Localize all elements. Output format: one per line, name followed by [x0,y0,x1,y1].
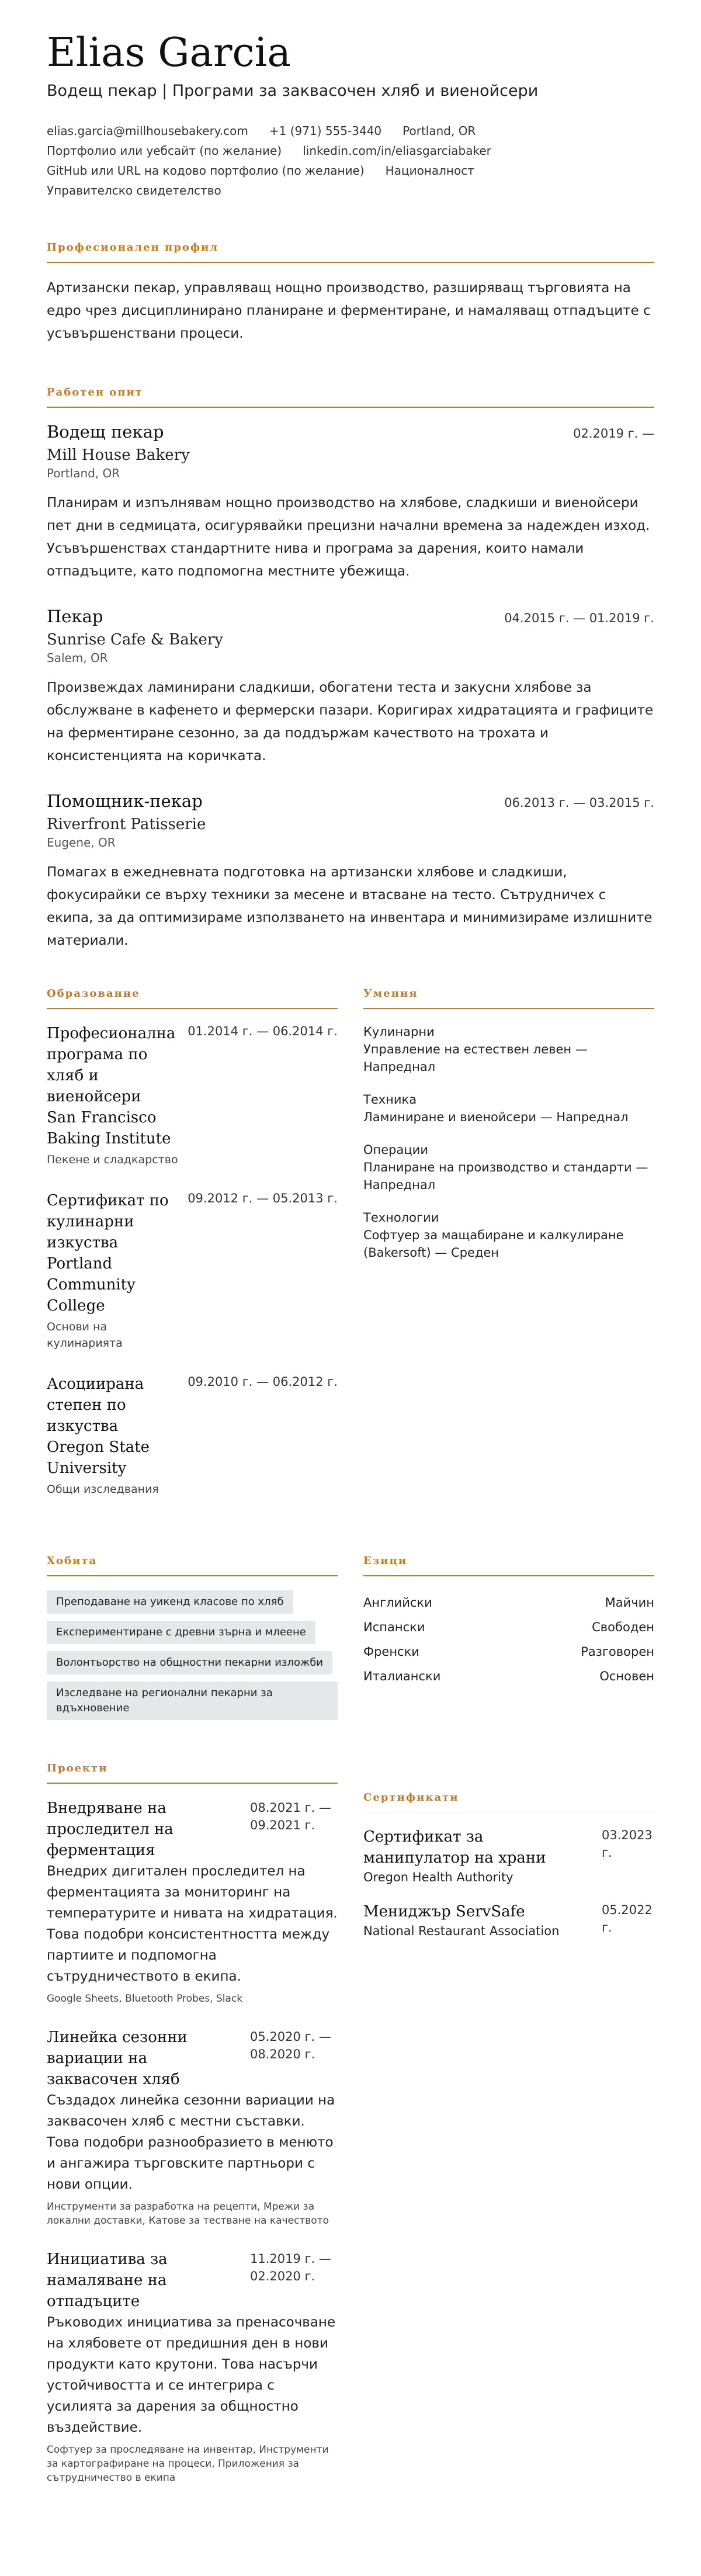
projects-section [47,1762,338,2506]
education-details [47,1190,181,1351]
project-title: Инициатива за намаляване на отпадъците [47,2251,168,2311]
hobby-tag: Преподаване на уикенд класове по хляб [47,1590,293,1614]
skill-category: Кулинарни [363,1025,435,1039]
project-tools: Софтуер за проследяване на инвентар, Инструменти за картографиране на процеси, Приложения за сътрудничество в екипа [47,2444,329,2484]
contact-nationality: Националност [385,164,474,178]
certificate-name: Сертификат за манипулатор на храни [363,1828,546,1867]
section-title-experience: Работен опит [47,386,654,408]
candidate-headline: Водещ пекар | Програми за заквасочен хляб и виенойсери [47,82,539,100]
skill-group [363,1023,654,1076]
project-description: Внедрих дигитален проследител на ферментацията за мониторинг на температурите и нивата на хидратация. Това подобри консистентността между партиите и подпомогна сътрудничеството в екипа. [47,1864,338,1985]
project-dates: 08.2021 г. — 09.2021 г. [250,1801,331,1833]
skill-group [363,1091,654,1126]
job-dates: 04.2015 г. — 01.2019 г. [504,611,654,626]
hobby-list [47,1590,338,1727]
skill-items: Управление на естествен левен — Напреднал [363,1042,588,1074]
job-entry [47,791,654,952]
language-name: Френски [363,1645,419,1659]
hobbies-languages-row [47,1555,654,1727]
project-entry [47,2249,338,2485]
section-title-skills: Умения [363,987,654,1009]
contact-linkedin[interactable]: linkedin.com/in/eliasgarciabaker [303,144,491,158]
language-level: Майчин [605,1596,654,1610]
project-title: Линейка сезонни вариации на заквасочен хляб [47,2029,188,2089]
education-institution: San Francisco Baking Institute [47,1109,171,1148]
education-entry [47,1374,338,1497]
project-entry [47,2027,338,2228]
skill-group [363,1209,654,1261]
job-title: Пекар [47,606,103,627]
education-skills-row [47,987,654,1520]
education-entry [47,1023,338,1168]
project-title: Внедряване на проследител на ферментация [47,1800,173,1860]
contact-row [47,161,654,181]
education-dates: 09.2010 г. — 06.2012 г. [188,1375,338,1389]
job-header [47,791,654,811]
certificate-date: 03.2023 г. [602,1828,653,1860]
job-header [47,422,654,442]
job-title: Помощник-пекар [47,791,203,812]
profile-text: Артизански пекар, управляващ нощно производство, разширяващ търговията на едро чрез дисциплинирано планиране и ферментиране, и намаляващ отпадъците с усъвършенствани процеси. [47,280,651,342]
education-institution: Oregon State University [47,1438,150,1478]
contact-license: Управителско свидетелство [47,183,221,198]
profile-section [47,241,654,345]
hobby-tag: Изследване на регионални пекарни за вдъхновение [47,1681,338,1720]
certificate-entry [363,1826,654,1886]
language-row [363,1639,654,1664]
education-details [47,1374,181,1497]
certificate-date: 05.2022 г. [602,1903,653,1935]
contact-location: Portland, OR [402,124,476,138]
language-name: Испански [363,1620,425,1635]
experience-section [47,386,654,952]
job-description: Планирам и изпълнявам нощно производство на хлябове, сладкиши и виенойсери пет дни в седмицата, осигурявайки прецизни начални времена за надежден изход. Усъвършенствах стандартните нива и програма за дарения, които намали отпадъците, като подпомогна местните убежища. [47,495,650,580]
education-title: Професионална програма по хляб и виенойсери [47,1025,176,1106]
hobby-tag: Експериментиране с древни зърна и млеене [47,1621,315,1644]
education-title: Асоциирана степен по изкуства [47,1375,144,1436]
education-field: Основи на кулинарията [47,1320,123,1350]
job-dates: 02.2019 г. — [573,427,654,441]
project-header [47,2249,338,2312]
language-level: Свободен [592,1620,654,1635]
contact-row [47,181,654,200]
language-name: Английски [363,1596,432,1610]
skill-category: Техника [363,1093,417,1107]
job-location: Eugene, OR [47,835,116,850]
project-tools: Инструменти за разработка на рецепти, Мрежи за локални доставки, Катове за тестване на качеството [47,2201,329,2227]
hobbies-section [47,1555,338,1727]
contact-phone[interactable]: +1 (971) 555-3440 [269,124,382,138]
education-section [47,987,338,1520]
section-title-languages: Езици [363,1555,654,1576]
skill-items: Планиране на производство и стандарти — Напреднал [363,1160,648,1192]
candidate-name: Elias Garcia [47,30,291,76]
certificates-section [363,1762,654,2506]
project-description: Създадох линейка сезонни вариации на заквасочен хляб с местни съставки. Това подобри разнообразието в менюто и ангажира търговските партньори с нови опции. [47,2093,335,2193]
project-entry [47,1798,338,2006]
certificate-entry [363,1901,654,1940]
contact-row [47,121,654,141]
job-header [47,606,654,626]
project-tools: Google Sheets, Bluetooth Probes, Slack [47,1993,243,2005]
certificate-issuer: National Restaurant Association [363,1924,560,1939]
job-company: Mill House Bakery [47,446,190,464]
project-dates: 11.2019 г. — 02.2020 г. [250,2252,331,2284]
education-details [47,1023,181,1168]
language-level: Основен [599,1669,654,1684]
job-description: Помагах в ежедневната подготовка на артизански хлябове и сладкиши, фокусирайки се върху техники за месене и втасване на тесто. Сътрудничех с екипа, за да оптимизираме използването на инвентара и минимизираме излишните материали. [47,865,653,949]
education-title: Сертификат по кулинарни изкуства [47,1192,169,1252]
section-title-education: Образование [47,987,338,1009]
job-company: Riverfront Patisserie [47,816,206,834]
section-title-certificates: Сертификати [363,1791,654,1812]
education-field: Общи изследвания [47,1483,159,1496]
languages-section [363,1555,654,1727]
education-entry [47,1190,338,1351]
language-row [363,1664,654,1689]
section-title-projects: Проекти [47,1762,338,1784]
contact-block [47,121,654,200]
contact-portfolio[interactable]: Портфолио или уебсайт (по желание) [47,144,282,158]
hobby-tag: Волонтьорство на общностни пекарни изложби [47,1651,332,1674]
resume-header [47,30,654,200]
contact-row [47,141,654,161]
language-row [363,1615,654,1639]
skill-category: Операции [363,1143,428,1157]
skills-section [363,987,654,1520]
contact-github[interactable]: GitHub или URL на кодово портфолио (по желание) [47,164,365,178]
job-entry [47,606,654,768]
certificate-details [363,1901,591,1940]
certificate-name: Мениджър ServSafe [363,1903,525,1921]
section-title-profile: Професионален профил [47,241,654,263]
skill-category: Технологии [363,1211,439,1225]
certificate-details [363,1826,591,1886]
education-field: Пекене и сладкарство [47,1153,178,1167]
job-entry [47,422,654,583]
project-header [47,2027,338,2090]
job-dates: 06.2013 г. — 03.2015 г. [504,796,654,810]
certificate-issuer: Oregon Health Authority [363,1870,513,1885]
skill-items: Ламиниране и виенойсери — Напреднал [363,1110,629,1125]
job-title: Водещ пекар [47,422,164,442]
project-header [47,1798,338,1861]
contact-email[interactable]: elias.garcia@millhousebakery.com [47,124,248,138]
job-company: Sunrise Cafe & Bakery [47,631,223,649]
skill-group [363,1141,654,1194]
education-dates: 01.2014 г. — 06.2014 г. [188,1024,338,1039]
job-location: Salem, OR [47,651,108,665]
project-dates: 05.2020 г. — 08.2020 г. [250,2030,331,2062]
language-level: Разговорен [581,1645,654,1659]
section-title-hobbies: Хобита [47,1555,338,1576]
education-institution: Portland Community College [47,1255,136,1315]
language-row [363,1590,654,1615]
projects-certificates-row [47,1762,654,2506]
job-description: Произвеждах ламинирани сладкиши, обогатени теста и закусни хлябове за обслужване в кафенето и фермерски пазари. Коригирах хидратацията и графиците на ферментиране сезонно, за да поддържам качеството на трохата и консистенцията на коричката. [47,680,654,764]
language-name: Италиански [363,1669,441,1684]
project-description: Ръководих инициатива за пренасочване на хлябовете от предишния ден в нови продукти като крутони. Това насърчи устойчивостта и се интегрира с усилията за дарения за общностно въздействие. [47,2315,336,2436]
job-location: Portland, OR [47,466,120,481]
education-dates: 09.2012 г. — 05.2013 г. [188,1191,338,1206]
skill-items: Софтуер за мащабиране и калкулиране (Bakersoft) — Среден [363,1228,624,1260]
